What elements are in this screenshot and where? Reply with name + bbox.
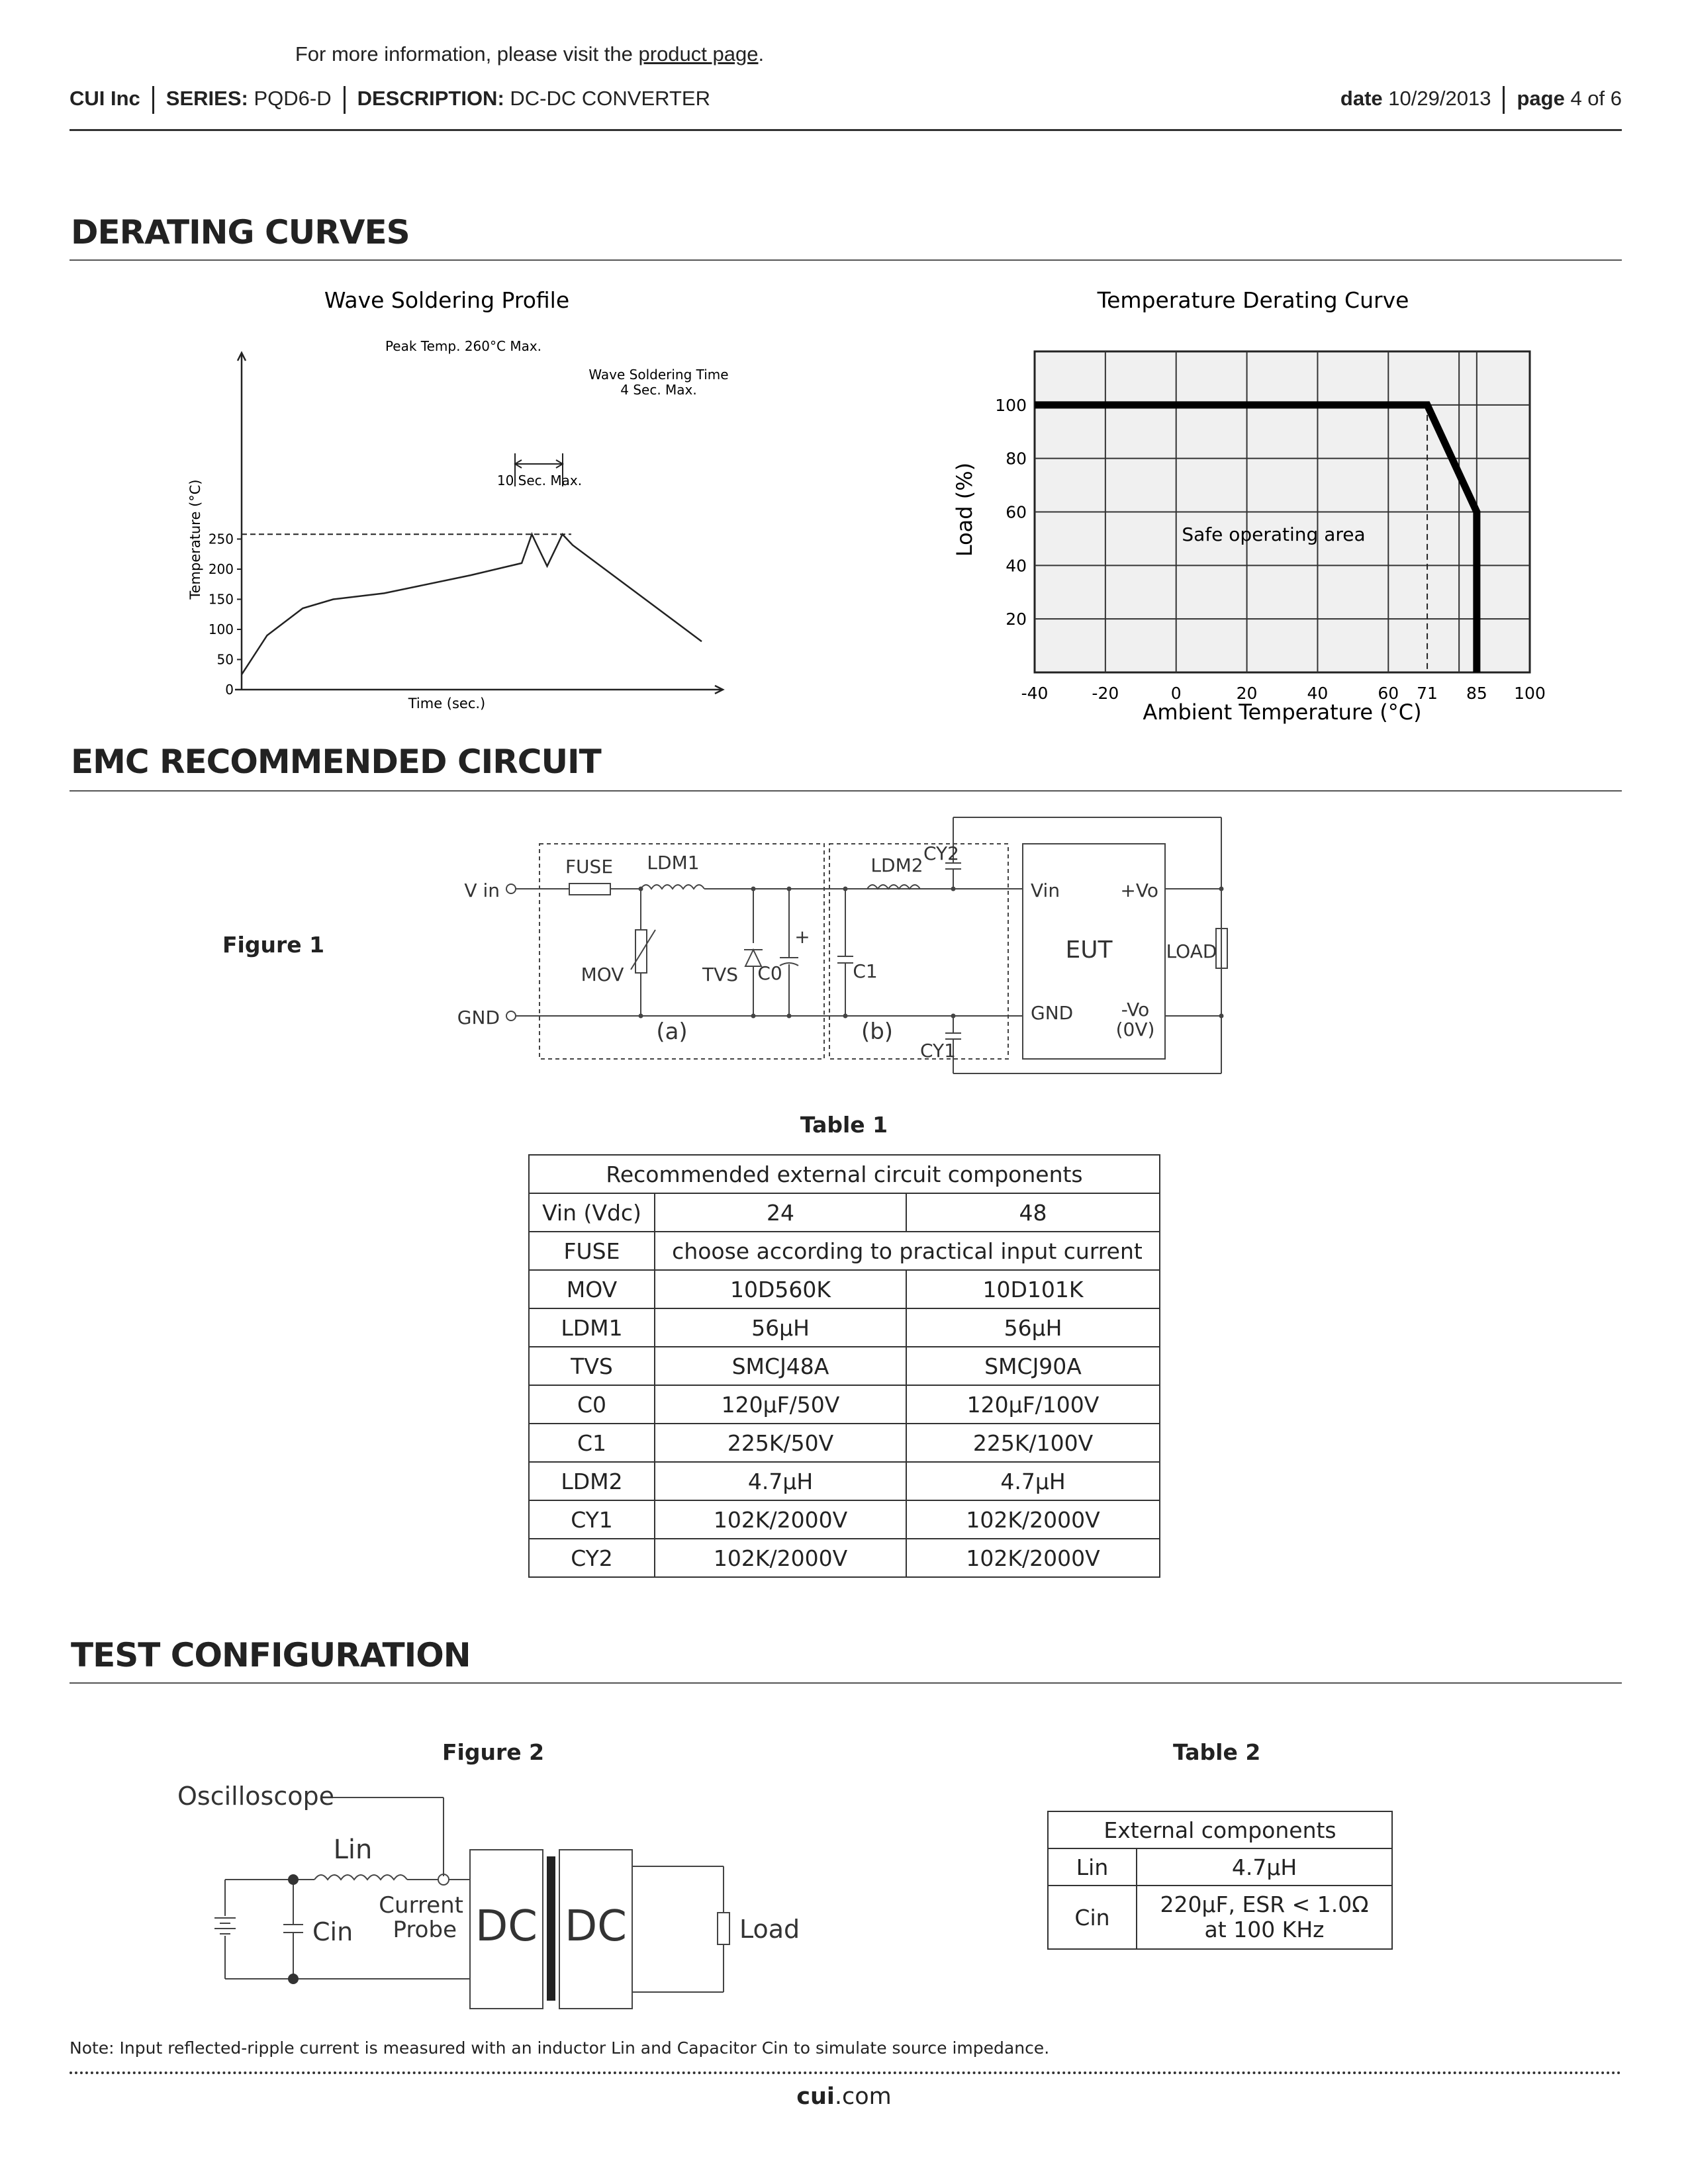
eut-label: EUT: [1065, 936, 1113, 964]
table-row: [529, 1193, 1160, 1232]
node-dot: [751, 887, 756, 891]
x-axis-label: Ambient Temperature (°C): [1143, 700, 1422, 725]
y-tick-label: 100: [995, 395, 1027, 415]
table-cell: SMCJ90A: [906, 1347, 1160, 1385]
page-value: 4 of 6: [1570, 87, 1622, 111]
date-label: date: [1340, 87, 1383, 111]
temperature-derating-chart: [947, 285, 1546, 735]
table-row: [1048, 1886, 1392, 1949]
load-label: Load: [739, 1915, 800, 1944]
table-row: [529, 1270, 1160, 1308]
table-row: [529, 1385, 1160, 1424]
table-cell: 4.7µH: [906, 1462, 1160, 1500]
footer: [0, 2083, 1688, 2110]
table-title: External components: [1048, 1811, 1392, 1848]
table-row: [529, 1347, 1160, 1385]
node-dot: [843, 887, 848, 891]
lin-inductor: [314, 1875, 407, 1880]
eut-vo-plus-label: +Vo: [1120, 880, 1158, 901]
mov-label: MOV: [581, 964, 624, 985]
table-cell: 102K/2000V: [655, 1539, 906, 1577]
section-title-test: TEST CONFIGURATION: [71, 1636, 471, 1674]
table-cell: Cin: [1048, 1886, 1137, 1949]
node-dot: [787, 1014, 792, 1019]
table-cell: 4.7µH: [1137, 1848, 1392, 1886]
table-cell: 120µF/50V: [655, 1385, 906, 1424]
figure1-caption: Figure 1: [222, 932, 325, 958]
table-cell: Lin: [1048, 1848, 1137, 1886]
fuse-symbol: [569, 884, 610, 895]
table-cell: 56µH: [906, 1308, 1160, 1347]
section-rule: [70, 790, 1622, 792]
table2: [1047, 1811, 1393, 1950]
section-rule: [70, 1682, 1622, 1684]
y-tick-label: 20: [1006, 610, 1027, 629]
section-rule: [70, 259, 1622, 261]
table-cell: FUSE: [529, 1232, 655, 1270]
header-rule: [70, 129, 1622, 131]
soldering-profile-line: [242, 534, 702, 674]
x-tick-label: 40: [1307, 684, 1329, 703]
node-dot: [1219, 1014, 1224, 1019]
table-cell: LDM2: [529, 1462, 655, 1500]
series-value: PQD6-D: [254, 87, 332, 111]
y-tick-label: 60: [1006, 502, 1027, 522]
chart-title: Temperature Derating Curve: [1097, 287, 1409, 313]
table-cell: 225K/50V: [655, 1424, 906, 1462]
y-tick-label: 250: [208, 531, 234, 547]
gnd-terminal: [506, 1011, 516, 1021]
table-cell: 102K/2000V: [906, 1500, 1160, 1539]
gnd-label: GND: [457, 1007, 500, 1028]
table-cell: C1: [529, 1424, 655, 1462]
description-label: DESCRIPTION:: [357, 87, 504, 111]
node-dot: [288, 1874, 299, 1885]
table2-caption: Table 2: [1173, 1739, 1261, 1765]
c0-label: C0: [757, 962, 782, 984]
table-cell: CY2: [529, 1539, 655, 1577]
cy1-label: CY1: [920, 1040, 956, 1062]
table-header-cell: Vin (Vdc): [529, 1193, 655, 1232]
note-text: Note: Input reflected-ripple current is measured with an inductor Lin and Capacitor Cin to simulate source impedance.: [70, 2038, 1050, 2058]
node-dot: [639, 887, 643, 891]
y-axis-label: Load (%): [952, 462, 977, 557]
table-cell: SMCJ48A: [655, 1347, 906, 1385]
series-label: SERIES:: [165, 87, 248, 111]
table-cell: 225K/100V: [906, 1424, 1160, 1462]
footer-rule: [70, 2071, 1622, 2074]
table-row: [529, 1232, 1160, 1270]
emc-circuit-diagram: [437, 811, 1251, 1089]
note-suffix: .: [758, 42, 765, 66]
node-dot: [843, 1014, 848, 1019]
y-tick-label: 100: [208, 621, 234, 637]
table-cell: 10D560K: [655, 1270, 906, 1308]
table-title: Recommended external circuit components: [529, 1155, 1160, 1193]
x-tick-label: -20: [1092, 684, 1119, 703]
cy2-label: CY2: [923, 842, 959, 864]
y-tick-label: 50: [216, 651, 234, 668]
x-tick-label: 20: [1236, 684, 1258, 703]
probe-label: Probe: [393, 1917, 457, 1943]
header-note: [0, 42, 1059, 66]
isolation-barrier: [547, 1856, 555, 2001]
table-cell: [1137, 1886, 1392, 1949]
table-row: [529, 1500, 1160, 1539]
table-cell: C0: [529, 1385, 655, 1424]
node-dot: [1219, 887, 1224, 891]
vin-label: V in: [464, 880, 500, 901]
wave-time-max-label: 4 Sec. Max.: [620, 382, 697, 398]
page-label: page: [1517, 87, 1565, 111]
divider: [1503, 86, 1505, 114]
cin-freq: at 100 KHz: [1204, 1917, 1325, 1942]
company-name: CUI Inc: [70, 87, 140, 111]
section-title-derating: DERATING CURVES: [71, 213, 410, 251]
chart-title: Wave Soldering Profile: [324, 287, 570, 313]
figure2-caption: Figure 2: [442, 1739, 545, 1765]
node-dot: [787, 887, 792, 891]
table-row: [529, 1155, 1160, 1193]
x-tick-label: 100: [1514, 684, 1546, 703]
lin-label: Lin: [333, 1835, 373, 1865]
date-value: 10/29/2013: [1388, 87, 1491, 111]
eut-vin-label: Vin: [1031, 880, 1060, 901]
x-tick-label: 0: [1170, 684, 1182, 703]
table-row: [529, 1308, 1160, 1347]
divider: [152, 86, 154, 114]
table-cell: CY1: [529, 1500, 655, 1539]
c0-plus-label: +: [794, 926, 810, 948]
section-title-emc: EMC RECOMMENDED CIRCUIT: [71, 743, 601, 781]
note-prefix: For more information, please visit the: [295, 42, 633, 66]
oscilloscope-label: Oscilloscope: [177, 1782, 334, 1811]
table-header-cell: 48: [906, 1193, 1160, 1232]
table1-caption: Table 1: [800, 1112, 888, 1138]
table-row: [1048, 1848, 1392, 1886]
table-cell: MOV: [529, 1270, 655, 1308]
product-page-link[interactable]: product page: [638, 42, 759, 66]
table-cell: 4.7µH: [655, 1462, 906, 1500]
table-cell: TVS: [529, 1347, 655, 1385]
table-row: [529, 1539, 1160, 1577]
y-tick-label: 150: [208, 591, 234, 608]
eut-gnd-label: GND: [1031, 1002, 1074, 1024]
y-tick-label: 200: [208, 561, 234, 577]
dc-input-label: DC: [475, 1902, 538, 1951]
x-tick-label: 71: [1417, 684, 1438, 703]
table1: [528, 1154, 1160, 1578]
cin-spec: 220µF, ESR < 1.0Ω: [1160, 1891, 1369, 1917]
node-dot: [751, 1014, 756, 1019]
node-dot: [951, 887, 956, 891]
dc-output-label: DC: [565, 1902, 627, 1951]
table-cell: 102K/2000V: [906, 1539, 1160, 1577]
test-config-diagram: [172, 1774, 821, 2012]
current-label: Current: [379, 1892, 463, 1919]
eut-vo-minus-label: -Vo: [1121, 999, 1150, 1021]
table-cell: 56µH: [655, 1308, 906, 1347]
divider: [344, 86, 346, 114]
ldm2-label: LDM2: [870, 854, 923, 876]
x-axis-label: Time (sec.): [408, 696, 486, 711]
x-tick-label: 60: [1378, 684, 1399, 703]
safe-area-label: Safe operating area: [1182, 523, 1366, 545]
eut-0v-label: (0V): [1115, 1019, 1155, 1040]
ldm1-inductor: [641, 885, 704, 889]
node-dot: [951, 1014, 956, 1019]
cin-label: Cin: [312, 1917, 353, 1946]
table-cell: 10D101K: [906, 1270, 1160, 1308]
node-dot: [639, 1014, 643, 1019]
y-tick-label: 0: [225, 682, 234, 698]
c1-label: C1: [853, 960, 878, 982]
tvs-label: TVS: [702, 964, 739, 985]
table-cell: LDM1: [529, 1308, 655, 1347]
mov-symbol: [635, 930, 647, 973]
peak-temp-label: Peak Temp. 260°C Max.: [385, 338, 542, 354]
x-tick-label: -40: [1021, 684, 1049, 703]
footer-domain[interactable]: .com: [834, 2083, 892, 2110]
table-row: [1048, 1811, 1392, 1848]
table-header-cell: 24: [655, 1193, 906, 1232]
header-bar: [70, 86, 1622, 114]
load-resistor: [718, 1913, 729, 1944]
table-row: [529, 1424, 1160, 1462]
table-cell: 102K/2000V: [655, 1500, 906, 1539]
x-tick-label: 85: [1466, 684, 1487, 703]
header-right: [1340, 86, 1622, 114]
y-tick-label: 80: [1006, 449, 1027, 469]
wave-time-label: Wave Soldering Time: [588, 367, 729, 383]
table-cell: choose according to practical input current: [655, 1232, 1160, 1270]
table-row: [529, 1462, 1160, 1500]
ldm1-label: LDM1: [647, 852, 700, 874]
ten-sec-label: 10 Sec. Max.: [496, 473, 583, 488]
y-tick-label: 40: [1006, 556, 1027, 576]
load-label: LOAD: [1166, 940, 1217, 962]
vin-terminal: [506, 884, 516, 893]
wave-soldering-chart: [172, 285, 768, 721]
description-value: DC-DC CONVERTER: [510, 87, 710, 111]
section-b-label: (b): [861, 1019, 894, 1045]
fuse-label: FUSE: [565, 856, 614, 878]
section-a-label: (a): [656, 1019, 688, 1045]
y-axis-label: Temperature (°C): [187, 479, 203, 600]
footer-brand[interactable]: cui: [796, 2083, 835, 2110]
node-dot: [288, 1974, 299, 1984]
table-cell: 120µF/100V: [906, 1385, 1160, 1424]
